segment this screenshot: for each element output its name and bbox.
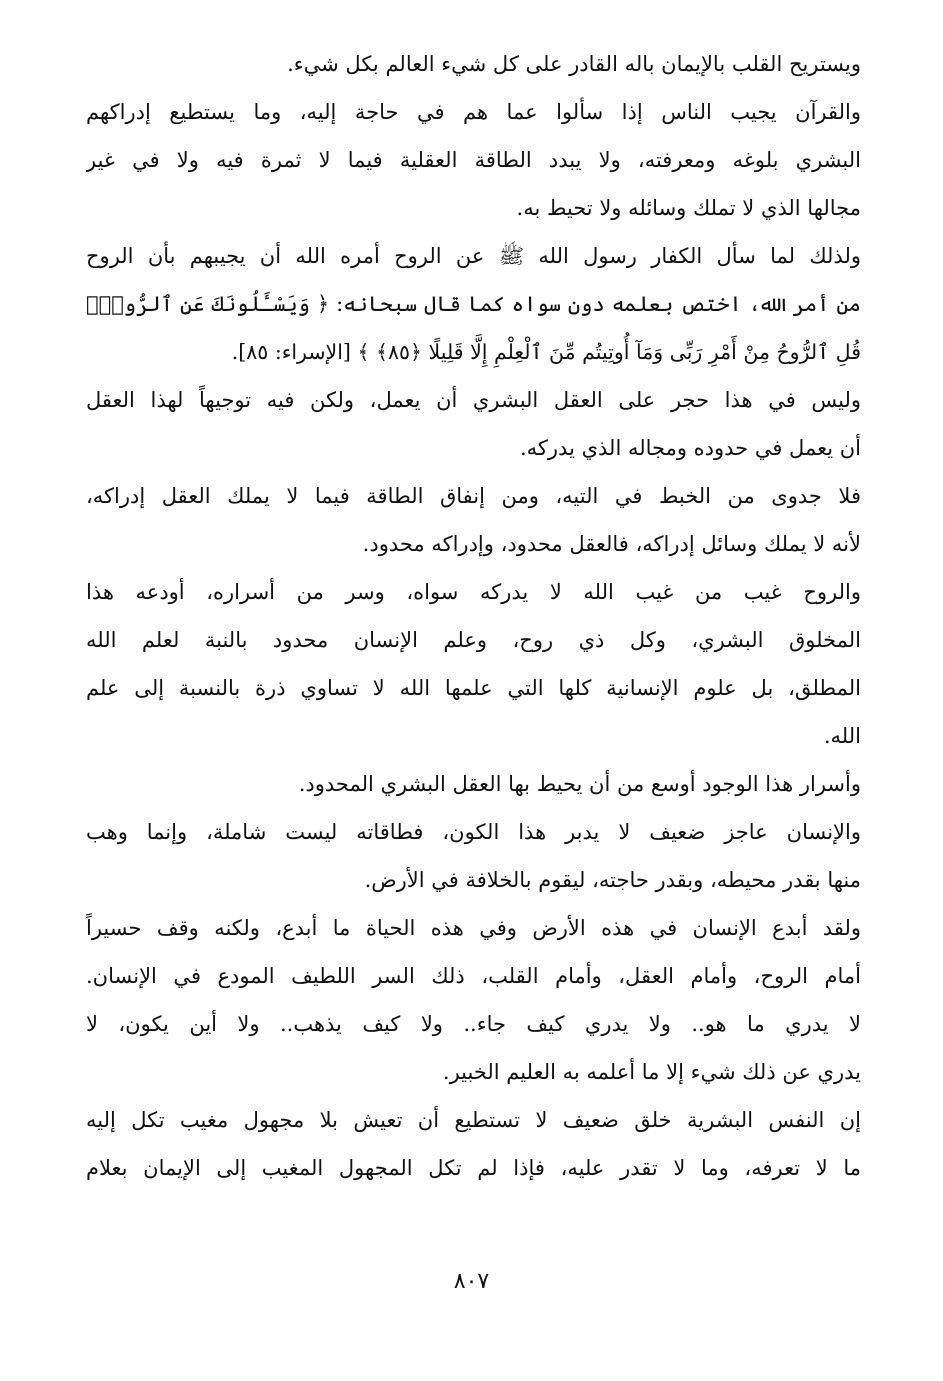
body-text — [86, 40, 861, 1192]
text-line: لأنه لا يملك وسائل إدراكه، فالعقل محدود، وإدراكه محدود. — [362, 532, 861, 556]
text-line: والإنسان عاجز ضعيف لا يدبر هذا الكون، فطاقاته ليست شاملة، وإنما وهب — [86, 820, 861, 844]
text-line: المخلوق البشري، وكل ذي روح، وعلم الإنسان محدود بالنبة لعلم الله — [86, 628, 861, 652]
text-line: من أمر الله، اختص بعلمه دون سواه كما قال سبحانه: ﴿ وَيَسْـَٔلُونَكَ عَنِ ٱلرُّوحِۖ — [86, 292, 861, 316]
text-line: والروح غيب من غيب الله لا يدركه سواه، وسر من أسراره، أودعه هذا — [86, 580, 861, 604]
text-line: وليس في هذا حجر على العقل البشري أن يعمل، ولكن فيه توجيهاً لهذا العقل — [86, 388, 861, 412]
text-line: يدري عن ذلك شيء إلا ما أعلمه به العليم الخبير. — [442, 1060, 861, 1084]
page-number: ٨٠٧ — [453, 1269, 490, 1294]
text-line: لا يدري ما هو.. ولا يدري كيف جاء.. ولا كيف يذهب.. ولا أين يكون، لا — [86, 1012, 861, 1036]
text-line: ولقد أبدع الإنسان في هذه الأرض وفي هذه الحياة ما أبدع، ولكنه وقف حسيراً — [86, 916, 861, 940]
text-line: منها بقدر محيطه، وبقدر حاجته، ليقوم بالخلافة في الأرض. — [364, 868, 861, 892]
text-line: ويستريح القلب بالإيمان باله القادر على كل شيء العالم بكل شيء. — [287, 52, 861, 76]
text-line: إن النفس البشرية خلق ضعيف لا تستطيع أن تعيش بلا مجهول مغيب تكل إليه — [86, 1108, 861, 1132]
text-line: ما لا تعرفه، وما لا تقدر عليه، فإذا لم تكل المجهول المغيب إلى الإيمان بعلام — [86, 1156, 861, 1180]
text-line: مجالها الذي لا تملك وسائله ولا تحيط به. — [516, 196, 861, 220]
text-line: البشري بلوغه ومعرفته، ولا يبدد الطاقة العقلية فيما لا ثمرة فيه ولا في غير — [86, 148, 861, 172]
text-line: وأسرار هذا الوجود أوسع من أن يحيط بها العقل البشري المحدود. — [298, 772, 861, 796]
quran-verse-line: قُلِ ٱلرُّوحُ مِنْ أَمْرِ رَبِّى وَمَآ أُوتِيتُم مِّنَ ٱلْعِلْمِ إِلَّا قَلِيلًا ﴿٨٥﴾ ﴾ [الإسراء: ٨٥]. — [231, 340, 861, 364]
text-line: أمام الروح، وأمام العقل، وأمام القلب، ذلك السر اللطيف المودع في الإنسان. — [86, 964, 861, 988]
text-line: والقرآن يجيب الناس إذا سألوا عما هم في حاجة إليه، وما يستطيع إدراكهم — [86, 100, 861, 124]
text-line: ولذلك لما سأل الكفار رسول الله ﷺ عن الروح أمره الله أن يجيبهم بأن الروح — [86, 244, 861, 268]
text-line: المطلق، بل علوم الإنسانية كلها التي علمها الله لا تساوي ذرة بالنسبة إلى علم — [86, 676, 861, 700]
text-line: فلا جدوى من الخبط في التيه، ومن إنفاق الطاقة فيما لا يملك العقل إدراكه، — [86, 484, 861, 508]
text-line: الله. — [823, 724, 861, 748]
text-line: أن يعمل في حدوده ومجاله الذي يدركه. — [519, 436, 861, 460]
